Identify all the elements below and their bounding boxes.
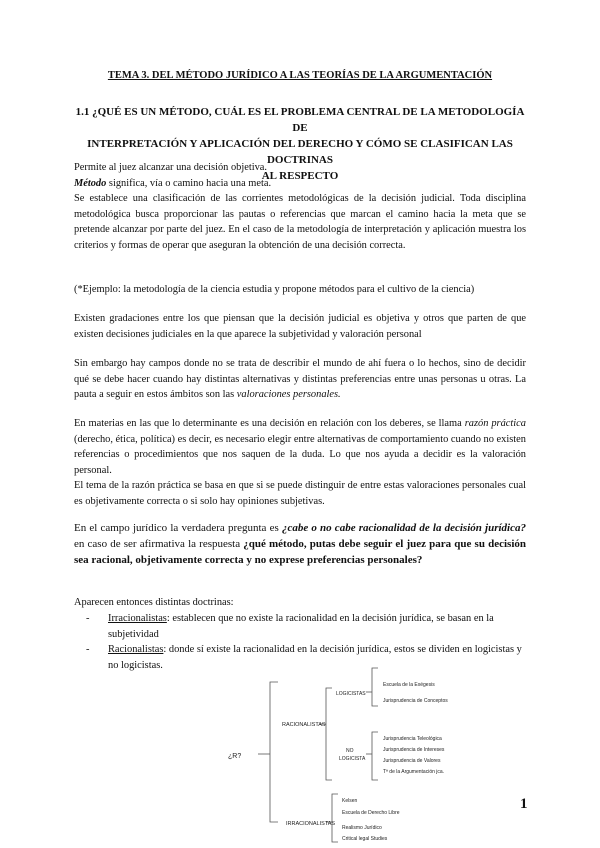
- doctrines-diagram: [220, 662, 520, 848]
- diagram-no-logicista: NO: [346, 748, 354, 754]
- diagram-irracionalistas-item: Realismo Jurídico: [342, 825, 382, 831]
- term-metodo: Método: [74, 177, 107, 189]
- list-item: - Irracionalistas: establecen que no existe la racionalidad en la decisión jurídica, se basan en la subjetividad: [86, 613, 494, 640]
- diagram-logicistas-item: Jurisprudencia de Conceptos: [383, 698, 448, 704]
- page-number: 1: [520, 796, 528, 812]
- term-racionalistas: Racionalistas: [108, 644, 164, 656]
- diagram-logicistas: LOGICISTAS: [336, 691, 366, 697]
- paragraph-doctrines-intro: Aparecen entonces distintas doctrinas:: [74, 597, 234, 608]
- document-title: TEMA 3. DEL MÉTODO JURÍDICO A LAS TEORÍAS DE LA ARGUMENTACIÓN: [107, 70, 493, 81]
- paragraph-practical-reason: En materias en las que lo determinante es una decisión en relación con los deberes, se llama razón práctica (derecho, ética, política) es decir, es necesario elegir entre alternativas de comportamiento cuando no existen referencias o procedimientos que nos saquen de la duda. Lo que nos ayuda a decidir es la valoración personal. El tema de la razón práctica se basa en que si se puede distinguir de entre estas valoraciones personales cual es objetivamente correcta o si solo hay opiniones subjetivas.: [74, 418, 526, 507]
- term-valoraciones: valoraciones personales.: [236, 389, 341, 401]
- diagram-racionalistas: RACIONALISTAS: [282, 722, 326, 728]
- question-method: ¿qué método, putas debe seguir el juez para que su decisión sea racional, objetivamente correcta y no exprese preferencias personales?: [74, 538, 526, 566]
- diagram-no-logicista: LOGICISTA: [339, 756, 366, 762]
- term-razon-practica: razón práctica: [464, 418, 526, 429]
- list-item: - Racionalistas: donde sí existe la racionalidad en la decisión jurídica, estos se dividen en logicistas y no logicistas.: [86, 644, 522, 671]
- paragraph-gradations: Existen gradaciones entre los que piensan que la decisión judicial es objetiva y otros que parten de que existen decisiones judiciales en la que aparece la subjetividad y valoración personal: [74, 313, 526, 340]
- question-rationality: ¿cabe o no cabe racionalidad de la decisión jurídica?: [281, 522, 526, 534]
- diagram-irracionalistas: IRRACIONALISTAS: [286, 821, 336, 827]
- diagram-no-logicista-item: Jurisprudencia de Valores: [383, 758, 441, 764]
- paragraph-example: (*Ejemplo: la metodología de la ciencia estudia y propone métodos para el cultivo de la ciencia): [74, 284, 475, 295]
- diagram-irracionalistas-item: Critical legal Studies: [342, 836, 388, 842]
- section-heading-line: 1.1 ¿QUÉ ES UN MÉTODO, CUÁL ES EL PROBLEMA CENTRAL DE LA METODOLOGÍA DE: [75, 106, 525, 134]
- paragraph-line: Método significa, vía o camino hacia una meta.: [74, 177, 272, 189]
- section-heading-line: INTERPRETACIÓN Y APLICACIÓN DEL DERECHO Y CÓMO SE CLASIFICAN LAS DOCTRINAS: [87, 138, 513, 166]
- section-heading-line: AL RESPECTO: [261, 170, 339, 182]
- paragraph-valuations: Sin embargo hay campos donde no se trata de describir el mundo de ahí fuera o lo hechos, sino de decidir qué se debe hacer cuando hay distintas alternativas y distintas preferencias entre unas personas u otras. La pauta a seguir en estos ámbitos son las valoraciones personales.: [74, 358, 526, 401]
- diagram-no-logicista-item: Jurisprudencia de Intereses: [383, 747, 445, 753]
- diagram-irracionalistas-item: Escuela de Derecho Libre: [342, 810, 400, 816]
- paragraph-key-question: En el campo jurídico la verdadera pregunta es ¿cabe o no cabe racionalidad de la decisión jurídica? en caso de ser afirmativa la respuesta ¿qué método, putas debe seguir el juez para que su decisión sea racional, objetivamente correcta y no exprese preferencias personales?: [74, 522, 526, 566]
- diagram-irracionalistas-item: Kelsen: [342, 798, 358, 804]
- diagram-root: ¿R?: [228, 753, 242, 760]
- diagram-logicistas-item: Escuela de la Exégesis: [383, 682, 435, 688]
- diagram-no-logicista-item: Tª de la Argumentación jca.: [383, 769, 445, 775]
- paragraph-line: Permite al juez alcanzar una decisión objetiva.: [74, 162, 268, 173]
- paragraph-definition: [74, 160, 526, 254]
- diagram-no-logicista-item: Jurisprudencia Teleológica: [383, 736, 442, 742]
- paragraph-body: Se establece una clasificación de las corrientes metodológicas de la decisión judicial. Toda disciplina metodológica busca proporcionar las pautas o referencias que marcan el camino hacia la meta que se pretende alcanzar por parte del juez. En el caso de la metodología de interpretación y aplicación muestra los criterios y formas de operar que aseguran la obtención de una decisión correcta.: [74, 193, 526, 251]
- term-irracionalistas: Irracionalistas: [108, 613, 167, 624]
